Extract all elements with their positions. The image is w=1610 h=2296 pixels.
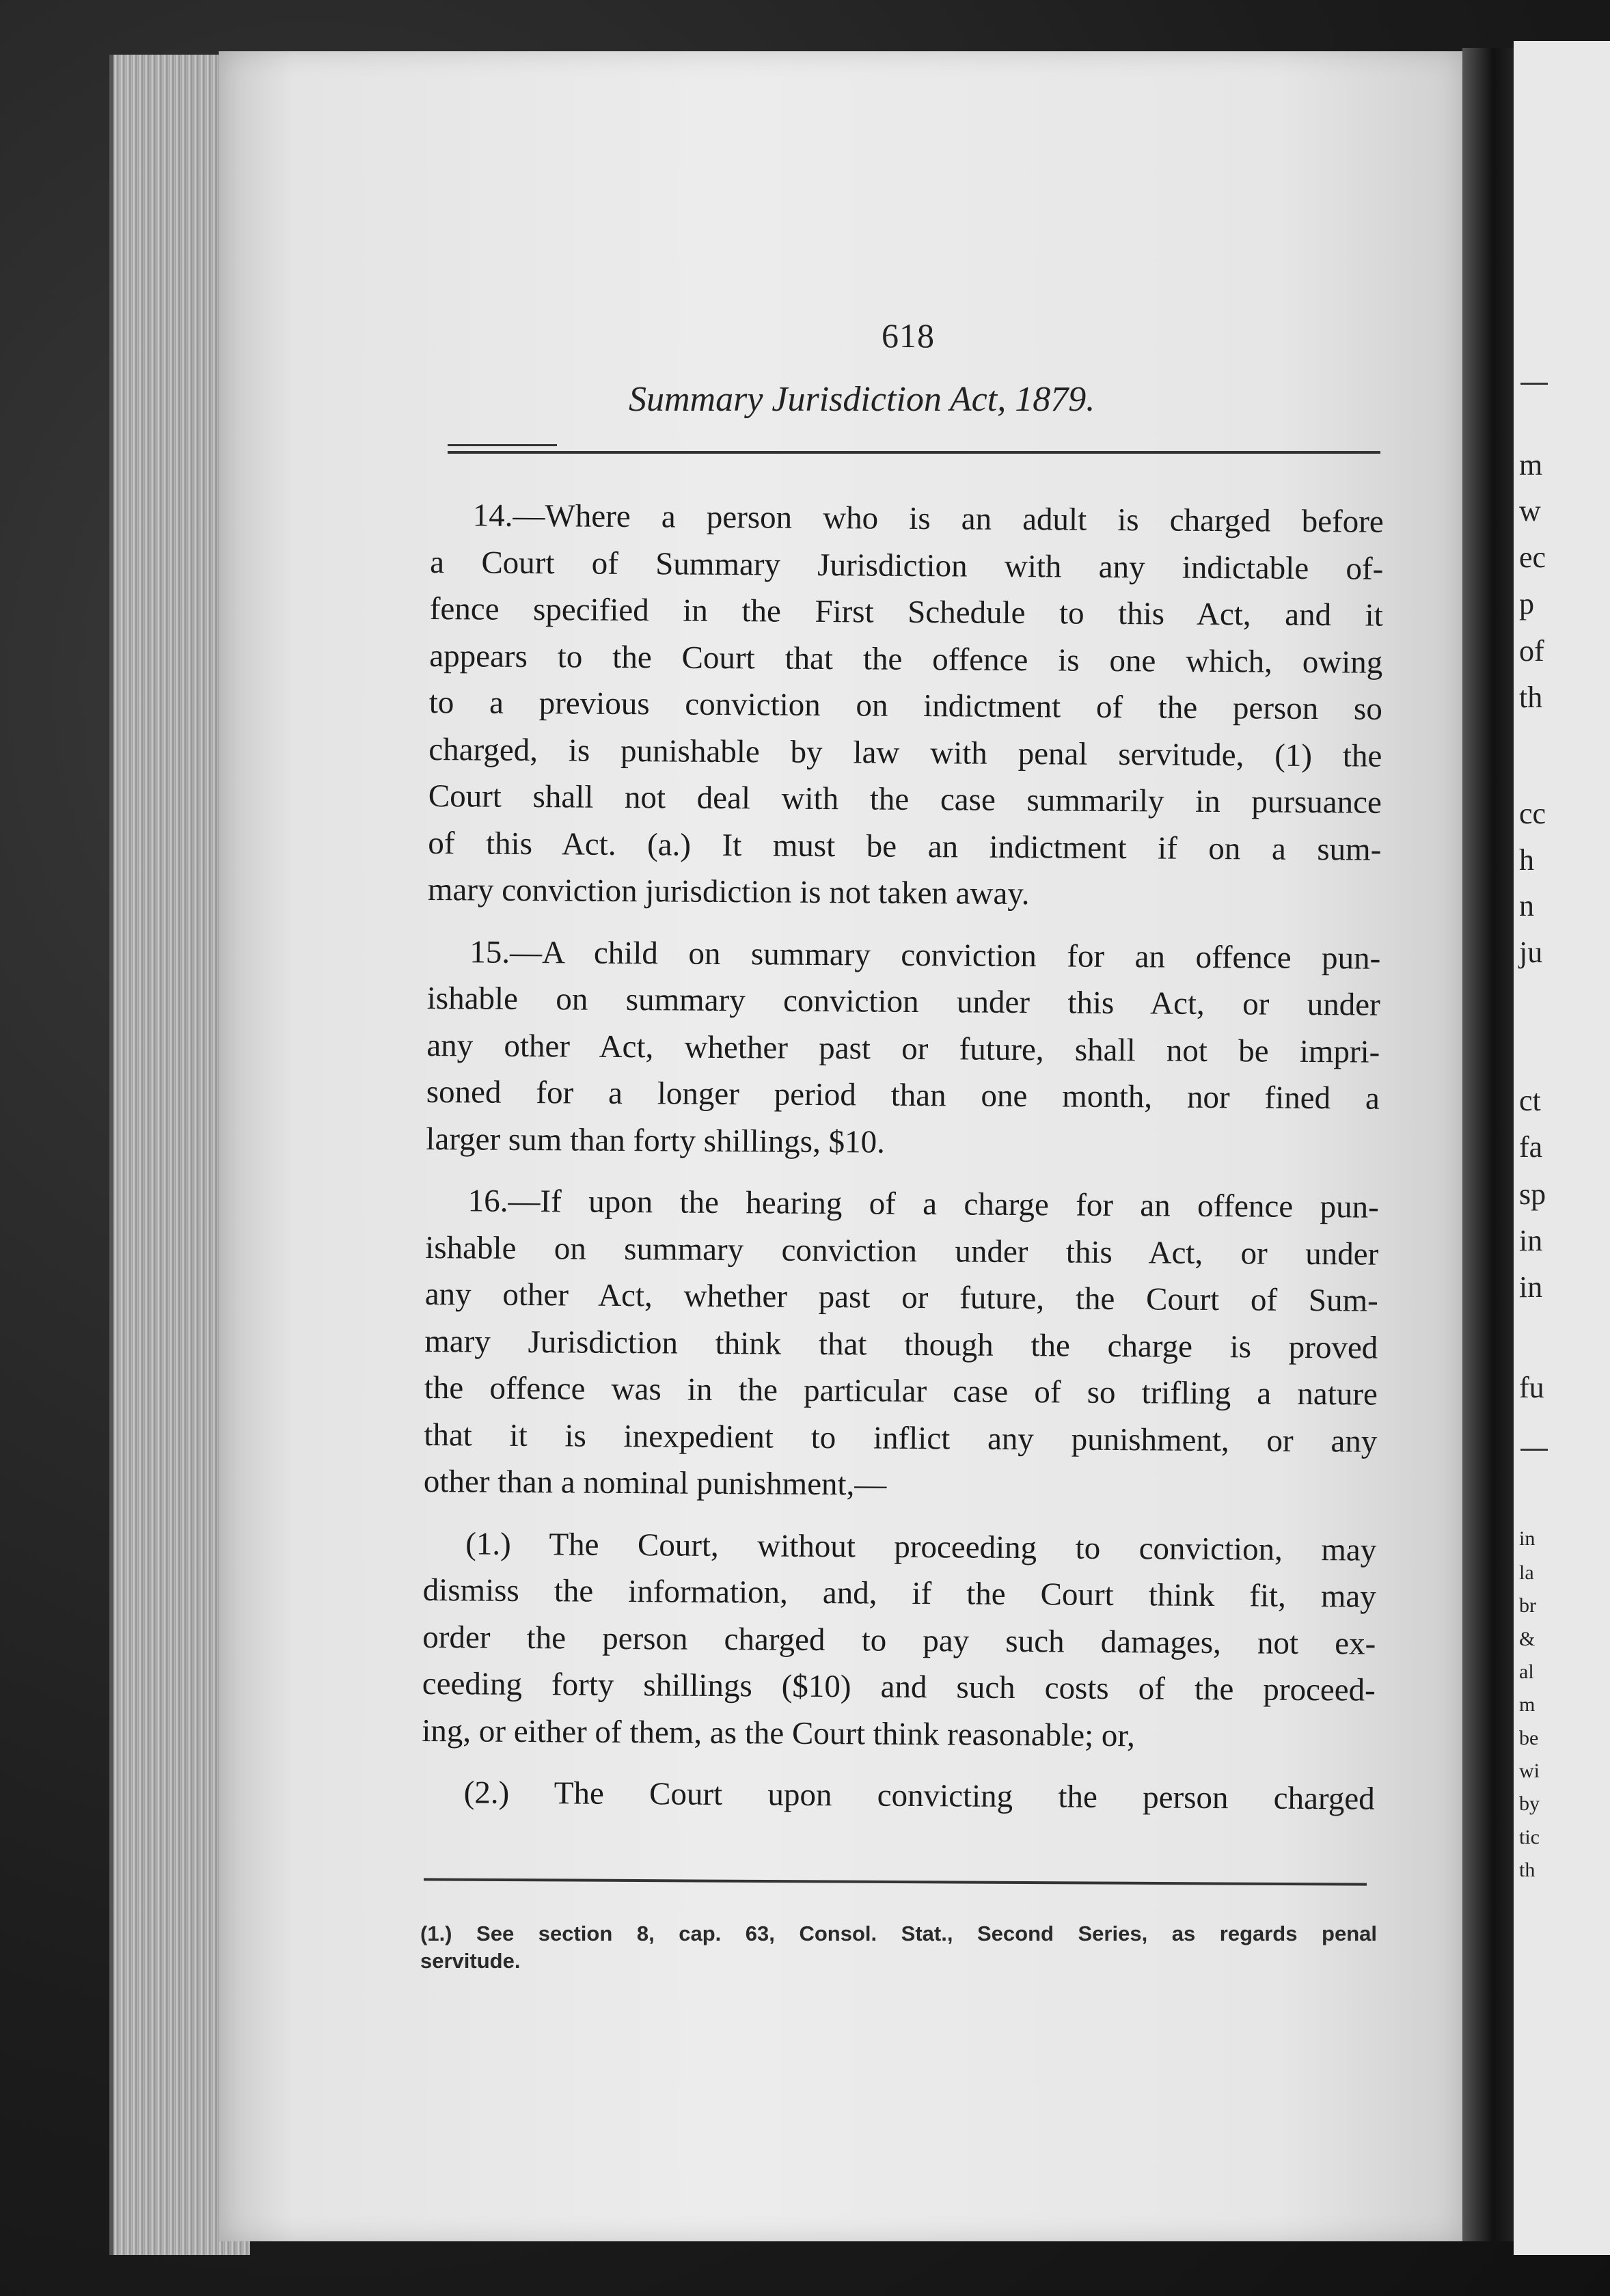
text-line: dismiss the information, and, if the Court think fit, may	[422, 1572, 1376, 1615]
footnote	[420, 1920, 1377, 1975]
adjacent-page-text: be	[1519, 1727, 1539, 1749]
text-line: other than a nominal punishment,—	[423, 1463, 887, 1503]
text-line: the offence was in the particular case of so trifling a nature	[424, 1369, 1378, 1412]
text-line: of this Act. (a.) It must be an indictment if on a sum-	[428, 825, 1382, 868]
book-gutter	[1462, 48, 1514, 2241]
text-line: mary conviction jurisdiction is not taken away.	[427, 871, 1030, 912]
text-line: larger sum than forty shillings, $10.	[426, 1121, 885, 1160]
adjacent-page-text: la	[1519, 1561, 1534, 1584]
adjacent-page-text: h	[1519, 843, 1534, 877]
adjacent-page-text: ec	[1519, 541, 1546, 574]
adjacent-page-rule	[1520, 383, 1548, 385]
adjacent-page-text: ct	[1519, 1084, 1541, 1117]
adjacent-page-text: sp	[1519, 1177, 1546, 1211]
text-line: ceeding forty shillings ($10) and such costs of the proceed-	[422, 1665, 1376, 1708]
body-text	[421, 492, 1383, 1822]
text-line: that it is inexpedient to inflict any punishment, or any	[424, 1417, 1378, 1460]
adjacent-page-text: al	[1519, 1660, 1534, 1683]
text-line: Court shall not deal with the case summarily in pursuance	[428, 778, 1382, 821]
adjacent-page-text: th	[1519, 681, 1543, 714]
text-line: ishable on summary conviction under this Act, or under	[426, 980, 1380, 1023]
adjacent-page-text: by	[1519, 1792, 1540, 1815]
text-line: to a previous conviction on indictment of the person so	[428, 684, 1382, 727]
footnote-line: servitude.	[420, 1949, 521, 1973]
adjacent-page-text: in	[1519, 1224, 1543, 1257]
header-rule	[448, 451, 1380, 454]
text-line: soned for a longer period than one month, nor fined a	[426, 1074, 1380, 1117]
adjacent-page-text: ju	[1519, 935, 1543, 969]
text-line: any other Act, whether past or future, shall not be impri-	[426, 1027, 1380, 1070]
adjacent-page-text: th	[1519, 1859, 1536, 1881]
header-rule-short	[448, 444, 557, 446]
adjacent-page-fragment	[1514, 41, 1610, 2255]
text-line: 14.—Where a person who is an adult is charged before	[472, 497, 1384, 540]
running-head: Summary Jurisdiction Act, 1879.	[629, 380, 1095, 419]
adjacent-page-text: br	[1519, 1594, 1536, 1617]
adjacent-page-text: in	[1519, 1270, 1543, 1304]
text-line: 15.—A child on summary conviction for an offence pun-	[469, 933, 1381, 976]
adjacent-page-text: &	[1519, 1628, 1536, 1650]
text-line: mary Jurisdiction think that though the charge is proved	[424, 1323, 1378, 1366]
adjacent-page-text: wi	[1519, 1760, 1540, 1782]
adjacent-page-text: w	[1519, 494, 1541, 528]
text-line: fence specified in the First Schedule to this Act, and it	[429, 590, 1383, 633]
adjacent-page-text: tic	[1519, 1826, 1540, 1848]
text-line: a Court of Summary Jurisdiction with any indictable of-	[430, 544, 1384, 587]
adjacent-page-rule	[1520, 1449, 1548, 1451]
text-line: ishable on summary conviction under this Act, or under	[425, 1229, 1379, 1272]
text-line: (2.) The Court upon convicting the person charged	[463, 1775, 1375, 1817]
adjacent-page-text: m	[1519, 1693, 1536, 1716]
adjacent-page-text: fu	[1519, 1371, 1544, 1404]
adjacent-page-text: p	[1519, 587, 1534, 620]
text-line: appears to the Court that the offence is one which, owing	[429, 638, 1383, 681]
text-line: charged, is punishable by law with penal servitude, (1) the	[428, 731, 1382, 774]
page-number: 618	[882, 316, 935, 355]
text-line: (1.) The Court, without proceeding to conviction, may	[465, 1525, 1377, 1568]
adjacent-page-text: fa	[1519, 1130, 1543, 1164]
text-line: any other Act, whether past or future, the Court of Sum-	[424, 1276, 1378, 1319]
text-line: 16.—If upon the hearing of a charge for an offence pun-	[467, 1183, 1379, 1225]
footnote-line: (1.) See section 8, cap. 63, Consol. Stat., Second Series, as regards penal	[420, 1922, 1377, 1945]
text-line: ing, or either of them, as the Court think reasonable; or,	[422, 1712, 1136, 1753]
adjacent-page-text: n	[1519, 889, 1534, 922]
adjacent-page-text: m	[1519, 448, 1543, 482]
adjacent-page-text: of	[1519, 634, 1544, 668]
adjacent-page-text: in	[1519, 1527, 1536, 1550]
text-line: order the person charged to pay such damages, not ex-	[422, 1619, 1376, 1662]
adjacent-page-text: cc	[1519, 797, 1546, 830]
